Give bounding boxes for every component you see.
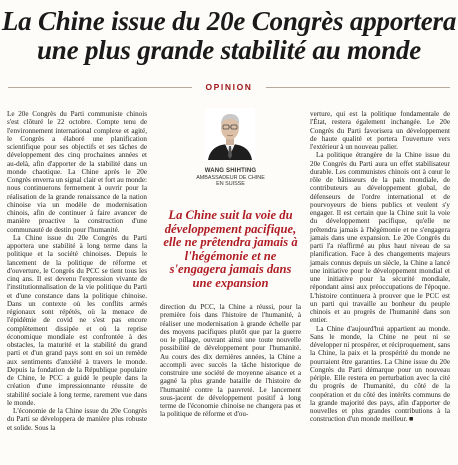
column-1-paragraph-2: La Chine issue du 20e Congrès du Parti apportera une stabilité à long terme dans la politique et la société chinoises. Depuis le lancement de la politique de réforme et d'ouverture, le Congrès du PCC se tient tous les cinq ans. Il est devenu l'expression vivante de l'institutionnalisation de la vie politique du Parti et d'une constance dans la politique chinoise. Dans un contexte où les conflits armés régionaux sont répétés, où la menace de l'épidémie de covid ne s'est pas encore complètement dissipée et où la reprise économique mondiale est confrontée à des obstacles, la maturité et la stabilité du grand parti et d'un grand pays sont en soi un remède aux sentiments d'anxiété à travers le monde. Depuis la fondation de la République populaire de Chine, le PCC a guidé le peuple dans la création d'une impressionnante réussite de stabilité sociale à long terme, rarement vue dans le monde. <box>7 233 147 407</box>
headline-line-1: La Chine issue du 20e Congrès apportera <box>1 6 457 36</box>
column-3-paragraph-2: La politique étrangère de la Chine issue du 20e Congrès du Parti aura un effet stabilisateur durable. Les communistes chinois ont à cœur le rôle de bâtisseurs de la paix mondiale, de contributeurs au développement global, de défenseurs de l'ordre international et de pourvoyeurs de biens publics et veulent s'y engager. Il est certain que la Chine suit la voie du développement pacifique, qu'elle ne prêtendra jamais à l'hégémonie et ne s'engagera jamais dans une expansion. Le 20e Congrès du parti l'a réaffirmé au plus haut niveau de sa planification. Face à des changements majeurs jamais connus depuis un siècle, la Chine a lancé une initiative pour le développement mondial et une initiative pour la sécurité mondiale, répondant ainsi aux préoccupations de l'époque. L'histoire continuera à prouver que le PCC est un parti qui travaille au bonheur du peuple chinois et au progrès de l'humanité dans son entier. <box>310 151 450 325</box>
rubric-rule-right <box>266 87 450 88</box>
author-title-line-1: AMBASSADEUR DE CHINE <box>196 174 265 181</box>
article-column-3 <box>310 110 450 424</box>
column-1-paragraph-1: Le 20e Congrès du Parti communiste chinois s'est clôturé le 22 octobre. Compte tenu de l'environnement international complexe et agité, le Congrès a élaboré une planification scientifique pour ses objectifs et ses tâches de développement des cinq prochaines années et au-delà, afin d'apporter de la stabilité dans un monde chaotique. La Chine après le 20e Congrès enverra un signal clair et fort au monde: nous continuerons fermement à ouvrir pour la réalisation de la grande renaissance de la nation chinoise via un modèle de modernisation chinois, afin de continuer à faire avancer de manière proactive la construction d'une communauté de destin pour l'humanité. <box>7 110 147 234</box>
author-portrait-image <box>205 108 255 160</box>
rubric-label: OPINION <box>205 82 253 92</box>
headline-line-2: une plus grande stabilité au monde <box>36 35 421 65</box>
author-title-line-2: EN SUISSE <box>216 181 245 188</box>
pull-quote: La Chine suit la voie du développement pacifique, elle ne prêtendra jamais à l'hégémonie et ne s'engagera jamais dans une expansion <box>163 208 298 290</box>
column-3-paragraph-1: verture, qui est la politique fondamentale de l'État, restera également inchangée. Le 20e Congrès du Parti favorisera un développement de haute qualité et portera l'ouverture vers l'extérieur à un nouveau palier. <box>310 110 450 151</box>
column-3-paragraph-3: La Chine d'aujourd'hui appartient au monde. Sans le monde, la Chine ne peut ni se développer ni prospérer, et réciproquement, sans la Chine, la paix et la prospérité du monde ne pourraient être garanties. La Chine issue du 20e Congrès du Parti démarque pour un nouveau périple. Elle restera en perturbation avec la cité du progrès de l'humanité, du côté de la coopération et du côté des intérêts communs de la grande majorité des pays, afin d'apporter de nouvelles et plus grandes contributions à la construction d'un monde meilleur. ■ <box>310 324 450 424</box>
article-column-2 <box>160 303 301 419</box>
column-2-paragraph-1: direction du PCC, la Chine a réussi, pour la première fois dans l'histoire de l'humanité, à réaliser une modernisation à grande échelle par des moyens pacifiques plutôt que par la guerre ou le pillage, ouvrant ainsi une toute nouvelle possibilité de développement pour l'humanité. Au cours des dix dernières années, la Chine a accompli avec succès la tâche historique de construire une société de moyenne aisance et a gagné la plus grande bataille de l'histoire de l'humanité contre la pauvreté. Le lancement sous-jacent de développement positif à long terme de l'économie chinoise ne changera pas et la politique de réforme et d'ou- <box>160 303 301 419</box>
rubric-rule-left <box>8 87 192 88</box>
author-name: WANG SHIHTING <box>204 168 257 174</box>
column-1-paragraph-3: L'économie de la Chine issue du 20e Congrès du Parti se développera de manière plus robuste et solide. Sous la <box>7 407 147 432</box>
author-portrait <box>205 108 255 160</box>
article-column-1 <box>7 110 147 432</box>
headline <box>0 7 458 65</box>
author-caption <box>160 168 301 188</box>
section-rubric <box>0 81 458 93</box>
